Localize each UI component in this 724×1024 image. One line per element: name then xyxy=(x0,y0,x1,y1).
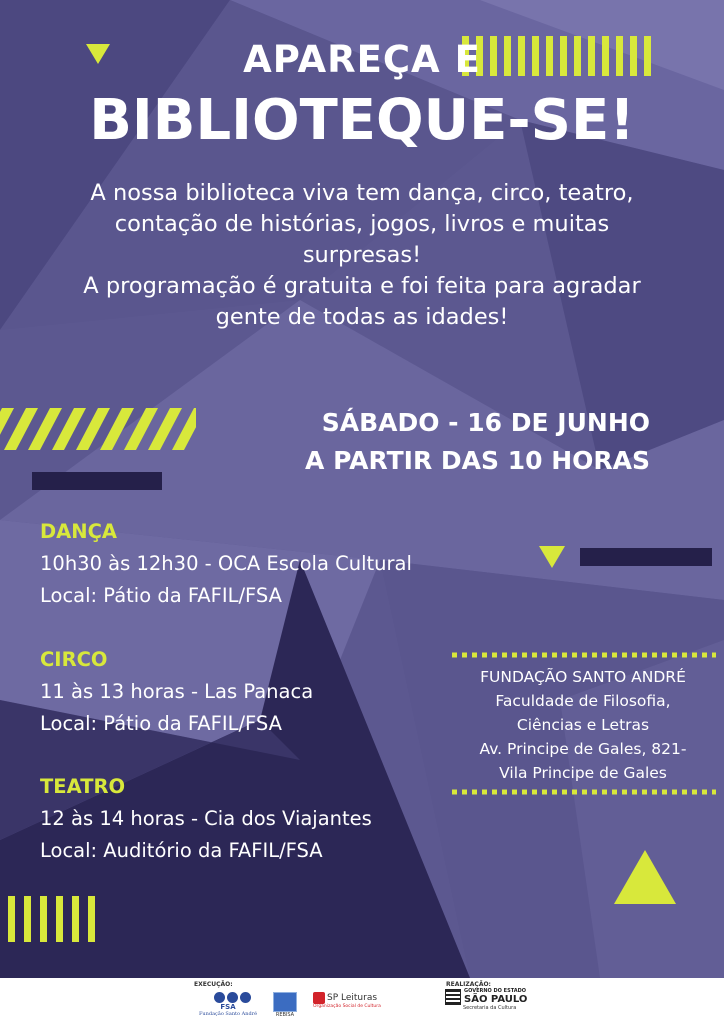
intro-line: contação de histórias, jogos, livros e muitas xyxy=(114,211,610,237)
triangle-up-icon xyxy=(614,850,676,904)
event-place: Local: Auditório da FAFIL/FSA xyxy=(40,839,323,862)
title-line-1: APAREÇA E xyxy=(243,38,481,81)
gov-line-1: GOVERNO DO ESTADO xyxy=(464,988,526,994)
event-name: DANÇA xyxy=(40,520,118,543)
intro-text xyxy=(20,178,704,333)
intro-line: surpresas! xyxy=(302,242,422,268)
sp-leituras-logo xyxy=(313,992,388,1022)
date-day: SÁBADO - 16 DE JUNHO xyxy=(321,408,650,437)
event-time: 10h30 às 12h30 - OCA Escola Cultural xyxy=(40,552,412,575)
address-line: Ciências e Letras xyxy=(516,716,650,734)
date-time: A PARTIR DAS 10 HORAS xyxy=(305,446,650,475)
fsa-logo-text: FSA xyxy=(220,1003,236,1011)
address-line: FUNDAÇÃO SANTO ANDRÉ xyxy=(480,668,686,686)
event-danca xyxy=(40,516,480,612)
gov-sp-logo xyxy=(445,988,545,1022)
navy-bar-left xyxy=(32,472,162,490)
triangle-down-small-icon xyxy=(539,546,565,570)
event-name: TEATRO xyxy=(40,775,126,798)
realizacao-label: REALIZAÇÃO: xyxy=(446,981,491,988)
venue-address xyxy=(452,665,714,785)
rebisa-text: REBISA xyxy=(275,1012,295,1018)
event-date xyxy=(240,404,650,480)
event-teatro xyxy=(40,771,480,867)
intro-line: A nossa biblioteca viva tem dança, circo, teatro, xyxy=(90,180,634,206)
fsa-logo-subtext: Fundação Santo André xyxy=(198,1011,258,1017)
rebisa-logo xyxy=(270,992,300,1022)
gov-line-2: SÃO PAULO xyxy=(464,994,528,1005)
dotted-line-top xyxy=(452,652,716,658)
address-line: Av. Principe de Gales, 821- xyxy=(479,740,687,758)
sp-leituras-sub: Organização Social de Cultura xyxy=(313,1004,381,1009)
title-line-2: BIBLIOTEQUE-SE! xyxy=(89,88,635,153)
event-circo xyxy=(40,644,480,740)
diagonal-stripes xyxy=(0,408,196,450)
gov-line-3: Secretaria da Cultura xyxy=(463,1005,517,1011)
address-line: Vila Principe de Gales xyxy=(499,764,667,782)
event-name: CIRCO xyxy=(40,648,108,671)
address-line: Faculdade de Filosofia, xyxy=(495,692,671,710)
event-place: Local: Pátio da FAFIL/FSA xyxy=(40,712,282,735)
intro-line: gente de todas as idades! xyxy=(215,304,509,330)
event-time: 11 às 13 horas - Las Panaca xyxy=(40,680,314,703)
event-place: Local: Pátio da FAFIL/FSA xyxy=(40,584,282,607)
fsa-logo xyxy=(198,992,258,1022)
sp-leituras-text: SP Leituras xyxy=(327,993,378,1003)
navy-bar-right xyxy=(580,548,712,566)
dotted-line-bottom xyxy=(452,789,716,795)
intro-line: A programação é gratuita e foi feita para agradar xyxy=(83,273,641,299)
event-time: 12 às 14 horas - Cia dos Viajantes xyxy=(40,807,372,830)
execucao-label: EXECUÇÃO: xyxy=(194,981,233,988)
stripes-bottom-left xyxy=(8,896,104,942)
